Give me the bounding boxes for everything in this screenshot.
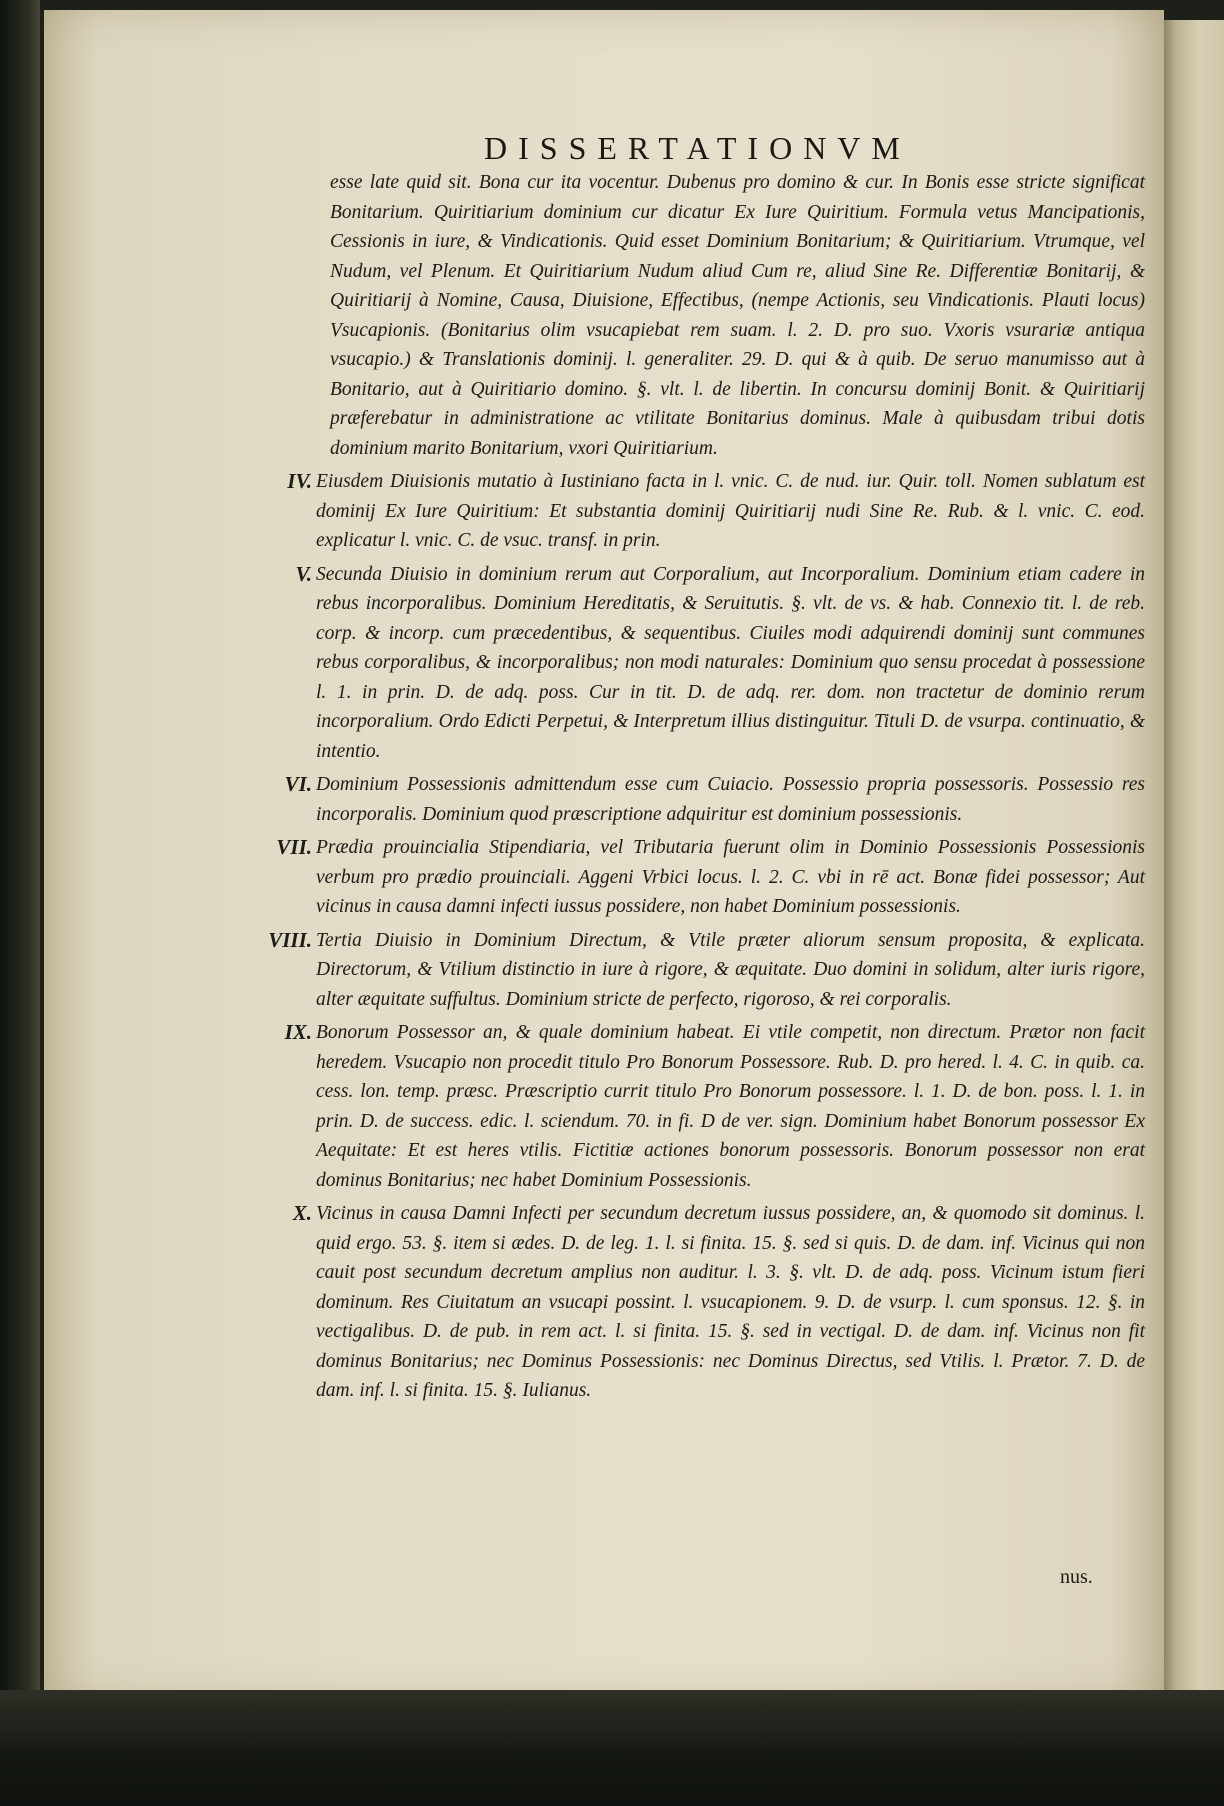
summary-paragraph-vii (260, 833, 1145, 922)
paragraph-text: Eiusdem Diuisionis mutatio à Iustiniano facta in l. vnic. C. de nud. iur. Quir. toll. Nomen sublatum est dominij Ex Iure Quiritium: Et substantia dominij Quiritiarij nudi Sine Re. Rub. & l. vnic. C. eod. explicatur l. vnic. C. de vsuc. transf. in prin. (316, 471, 1145, 551)
page-stack-edge (1164, 20, 1224, 1690)
paragraph-text: Tertia Diuisio in Dominium Directum, & Vtile præter aliorum sensum proposita, & explicata. Directorum, & Vtilium distinctio in iure à rigore, & æquitate. Duo domini in solidum, alter iuris rigore, alter æquitate suffultus. Dominium stricte de perfecto, rigoroso, & rei corporalis. (316, 929, 1145, 1010)
catchword: nus. (1060, 1566, 1093, 1588)
section-numeral: IX. (284, 1020, 312, 1044)
paragraph-text: Secunda Diuisio in dominium rerum aut Corporalium, aut Incorporalium. Dominium etiam cadere in rebus incorporalibus. Dominium Hereditatis, & Seruitutis. §. vlt. de vs. & hab. Connexio tit. l. de reb. corp. & incorp. cum præcedentibus, & sequentibus. Ciuiles modi adquirendi dominij sunt communes rebus corporalibus, & incorporalibus; non modi naturales: Dominium quo sensu procedat à possessione l. 1. in prin. D. de adq. poss. Cur in tit. D. de adq. rer. dom. non tractetur de dominio rerum incorporalium. Ordo Edicti Perpetui, & Interpretum illius distinguitur. Tituli D. de vsurpa. continuatio, & intentio. (316, 563, 1145, 762)
scan-background-bottom (0, 1690, 1224, 1806)
section-numeral: VI. (284, 772, 312, 796)
running-header: DISSERTATIONVM (484, 130, 911, 166)
summary-paragraph-v (260, 560, 1145, 767)
summary-paragraph-x (260, 1199, 1145, 1406)
section-numeral: X. (292, 1201, 312, 1225)
paragraph-text: Dominium Possessionis admittendum esse cum Cuiacio. Possessio propria possessoris. Possessio res incorporalis. Dominium quod præscriptione adquiritur est dominium possessionis. (316, 774, 1145, 825)
section-numeral: VIII. (268, 927, 312, 952)
summary-paragraph-continued (260, 168, 1145, 463)
paragraph-text: esse late quid sit. Bona cur ita vocentur. Dubenus pro domino & cur. In Bonis esse stricte significat Bonitarium. Quiritiarium dominium cur dicatur Ex Iure Quiritium. Formula vetus Mancipationis, Cessionis in iure, & Vindicationis. Quid esset Dominium Bonitarium; & Quiritiarium. Vtrumque, vel Nudum, vel Plenum. Et Quiritiarium Nudum aliud Cum re, aliud Sine Re. Differentiæ Bonitarij, & Quiritiarij à Nomine, Causa, Diuisione, Effectibus, (nempe Actionis, seu Vindicationis. Plauti locus) Vsucapionis. (Bonitarius olim vsucapiebat rem suam. l. 2. D. pro suo. Vxoris vsurariæ antiqua vsucapio.) & Translationis dominij. l. generaliter. 29. D. qui & à quib. De seruo manumisso aut à Bonitario, aut à Quiritiario domino. §. vlt. l. de libertin. In concursu dominij Bonit. & Quiritiarij præferebatur in administratione ac vtilitate Bonitarius dominus. Male à quibusdam tribui dotis dominium marito Bonitarium, vxori Quiritiarium. (330, 172, 1145, 459)
paragraph-text: Vicinus in causa Damni Infecti per secundum decretum iussus possidere, an, & quomodo sit dominus. l. quid ergo. 53. §. item si ædes. D. de leg. 1. l. si finita. 15. §. sed si quis. D. de dam. inf. Vicinus qui non cauit post secundum decretum amplius non auditur. l. 3. §. vlt. D. de adq. poss. Vicinum istum fieri dominum. Res Ciuitatum an vsucapi possint. l. vsucapionem. 9. D. de vsurp. l. cum sponsus. 12. §. in vectigalibus. D. de pub. in rem act. l. si finita. 15. §. sed in vectigal. D. de dam. inf. Vicinus non fit dominus Bonitarius; nec Dominus Possessionis: nec Dominus Directus, sed Vtilis. l. Prætor. 7. D. de dam. inf. l. si finita. 15. §. Iulianus. (316, 1203, 1145, 1401)
paragraph-text: Bonorum Possessor an, & quale dominium habeat. Ei vtile competit, non directum. Prætor non facit heredem. Vsucapio non procedit titulo Pro Bonorum Possessore. Rub. D. pro hered. l. 4. C. in quib. ca. cess. lon. temp. præsc. Præscriptio currit titulo Pro Bonorum possessore. l. 1. D. de bon. poss. l. 1. in prin. D. de success. edic. l. sciendum. 70. in fi. D de ver. sign. Dominium habet Bonorum possessor Ex Aequitate: Et est heres vtilis. Fictitiæ actiones bonorum possessoris. Bonorum possessor non erat dominus Bonitarius; nec habet Dominium Possessionis. (316, 1022, 1145, 1191)
summary-paragraph-viii (260, 926, 1145, 1015)
section-numeral: IV. (287, 469, 312, 493)
section-numeral: V. (295, 561, 312, 586)
scan-background-left (0, 0, 40, 1806)
section-numeral: VII. (276, 835, 312, 859)
dissertation-summary (260, 168, 1145, 1410)
summary-paragraph-ix (260, 1018, 1145, 1195)
summary-paragraph-iv (260, 467, 1145, 556)
paragraph-text: Prædia prouincialia Stipendiaria, vel Tributaria fuerunt olim in Dominio Possessionis Possessionis verbum pro prædio prouinciali. Aggeni Vrbici locus. l. 2. C. vbi in rē act. Bonæ fidei possessor; Aut vicinus in causa damni infecti iussus possidere, non habet Dominium possessionis. (316, 837, 1145, 917)
summary-paragraph-vi (260, 770, 1145, 829)
